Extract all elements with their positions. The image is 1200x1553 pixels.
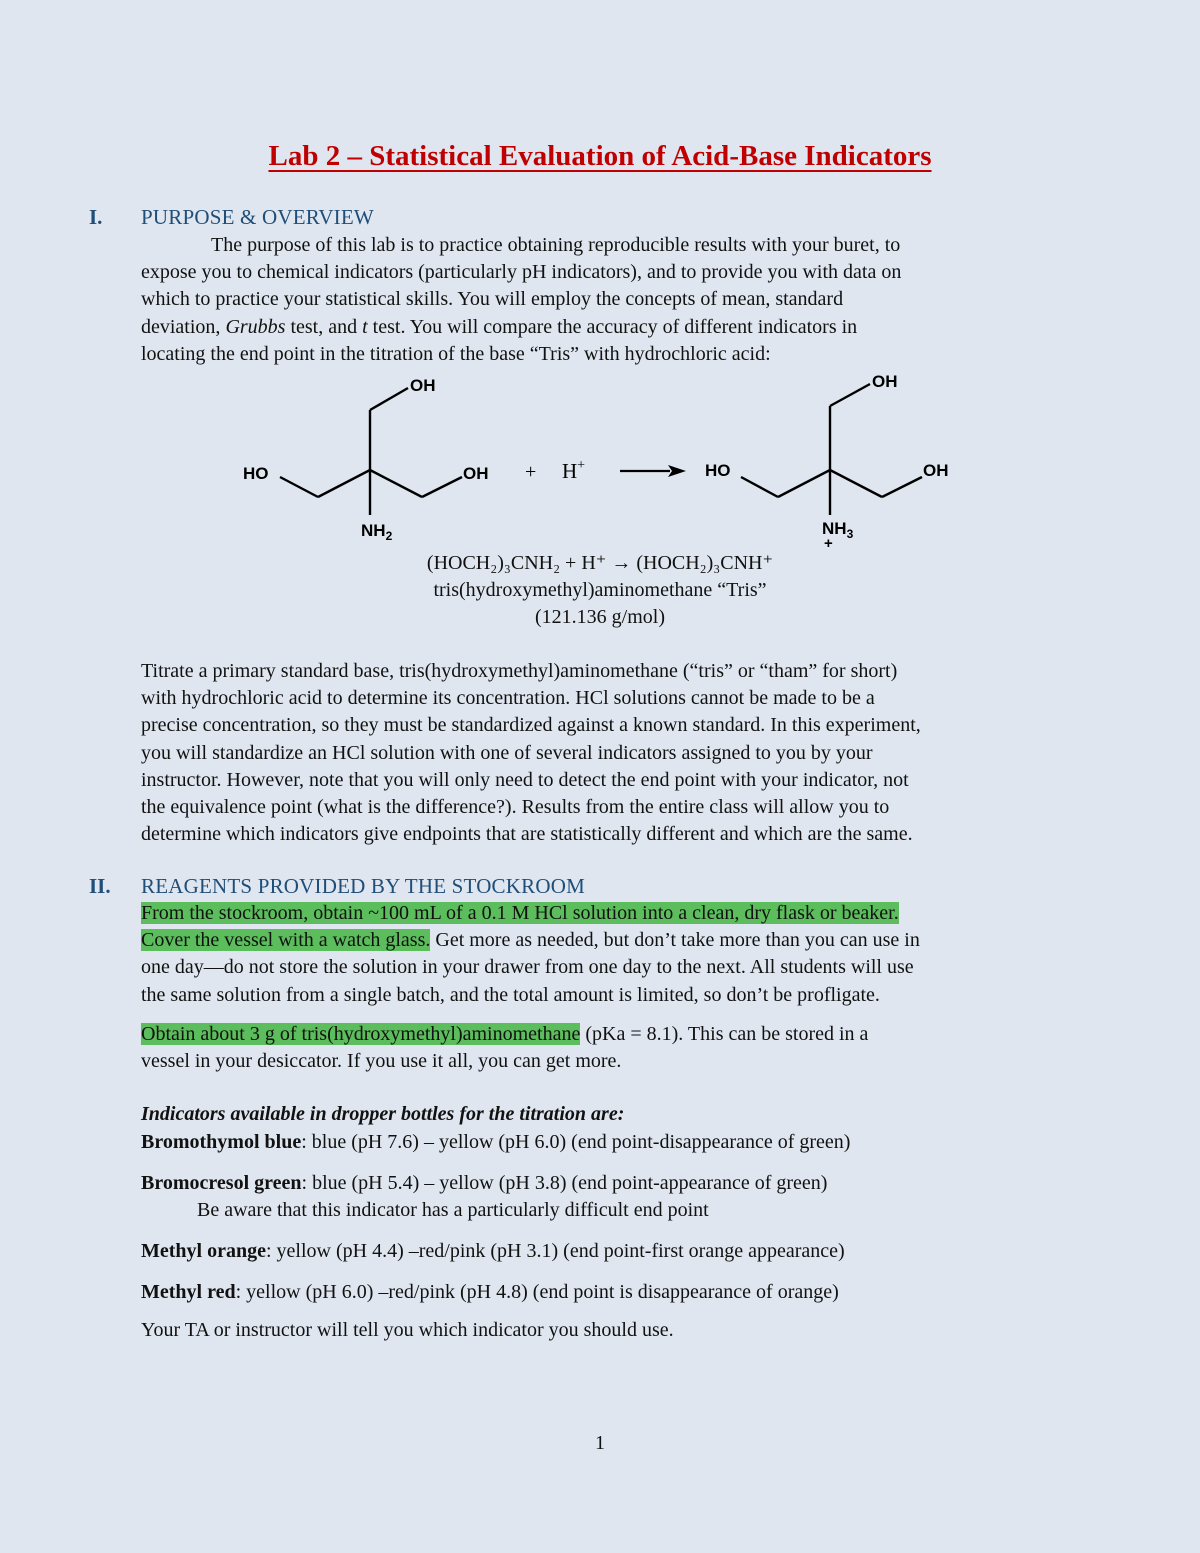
nh3-charge: + — [824, 535, 833, 550]
text-run: NH — [361, 521, 386, 540]
ho-label: HO — [243, 464, 269, 483]
paragraph-line — [141, 927, 1071, 954]
indicator-item — [141, 1240, 845, 1263]
text-run: test, and — [285, 315, 363, 338]
indicator-description: : blue (pH 7.6) – yellow (pH 6.0) (end point-disappearance of green) — [301, 1131, 851, 1153]
stockroom-paragraph — [141, 900, 1071, 1009]
paragraph-line: the equivalence point (what is the difference?). Results from the entire class will allow you to — [141, 796, 890, 819]
plus-sign: + — [525, 461, 537, 483]
bond — [741, 477, 778, 497]
section-1-heading: PURPOSE & OVERVIEW — [141, 205, 374, 229]
paragraph-line: the same solution from a single batch, and the total amount is limited, so don’t be profligate. — [141, 983, 880, 1006]
oh-label: OH — [463, 464, 489, 483]
document-title: Lab 2 – Statistical Evaluation of Acid-Base Indicators — [268, 140, 932, 172]
tris-paragraph — [141, 1021, 1071, 1075]
oh-label: OH — [923, 461, 949, 480]
bond — [778, 470, 830, 497]
text-run: H — [562, 459, 578, 483]
purpose-paragraph — [141, 232, 1071, 368]
section-2-heading: REAGENTS PROVIDED BY THE STOCKROOM — [141, 874, 585, 898]
molar-mass: (121.136 g/mol) — [535, 606, 665, 628]
bond — [370, 470, 422, 497]
indicator-description: : blue (pH 5.4) – yellow (pH 3.8) (end point-appearance of green) — [301, 1172, 828, 1194]
section-2-number: II. — [89, 874, 111, 898]
titration-paragraph — [141, 658, 1071, 848]
paragraph-line: instructor. However, note that you will only need to detect the end point with your indicator, not — [141, 768, 909, 791]
bond — [830, 384, 870, 406]
compound-name: tris(hydroxymethyl)aminomethane “Tris” — [433, 579, 767, 601]
indicator-name: Methyl orange — [141, 1240, 266, 1262]
indicator-item — [141, 1172, 827, 1195]
t-term: t — [362, 315, 368, 338]
tris-reaction-diagram — [0, 360, 1200, 550]
paragraph-line: Titrate a primary standard base, tris(hydroxymethyl)aminomethane (“tris” or “tham” for short) — [141, 660, 898, 682]
paragraph-line: which to practice your statistical skills. You will employ the concepts of mean, standard — [141, 288, 844, 311]
oh-label: OH — [410, 376, 436, 395]
indicator-description: : yellow (pH 6.0) –red/pink (pH 4.8) (end point is disappearance of orange) — [235, 1281, 839, 1303]
highlighted-text: Cover the vessel with a watch glass. — [141, 929, 431, 952]
oh-label: OH — [872, 372, 898, 391]
paragraph-line: precise concentration, so they must be standardized against a known standard. In this experiment, — [141, 714, 921, 737]
text-run: (pKa = 8.1). This can be stored in a — [580, 1023, 869, 1045]
tris-structure — [280, 388, 462, 515]
paragraph-line: you will standardize an HCl solution with one of several indicators assigned to you by your — [141, 741, 873, 764]
highlighted-text: From the stockroom, obtain ~100 mL of a 0.1 M HCl solution into a clean, dry flask or beaker. — [141, 902, 899, 924]
bond — [370, 388, 408, 410]
ho-label: HO — [705, 461, 731, 480]
text-run: deviation, — [141, 315, 226, 338]
indicator-name: Bromothymol blue — [141, 1131, 302, 1153]
subscript: 2 — [385, 529, 393, 543]
superscript: + — [577, 458, 586, 473]
indicators-heading: Indicators available in dropper bottles for the titration are: — [141, 1103, 625, 1125]
highlighted-text: Obtain about 3 g of tris(hydroxymethyl)aminomethane — [141, 1023, 581, 1045]
bond — [830, 470, 882, 497]
indicator-item — [141, 1281, 839, 1304]
paragraph-line: determine which indicators give endpoints that are statistically different and which are the same. — [141, 823, 913, 846]
nh2-label — [361, 521, 393, 543]
indicator-name: Bromocresol green — [141, 1172, 302, 1194]
indicator-footer: Your TA or instructor will tell you which indicator you should use. — [141, 1319, 674, 1341]
bond — [318, 470, 370, 497]
page-number: 1 — [595, 1432, 605, 1454]
paragraph-line — [141, 900, 1071, 927]
equation-line: (HOCH₂)₃CNH₂ + H⁺ → (HOCH₂)₃CNH⁺ — [426, 552, 774, 574]
subscript: 3 — [846, 527, 854, 541]
reaction-arrow — [620, 465, 686, 477]
text-run: test. You will compare the accuracy of different indicators in — [367, 315, 858, 338]
section-1-number: I. — [89, 205, 103, 229]
bond — [882, 477, 922, 497]
indicator-item — [141, 1131, 850, 1154]
reaction-equation — [0, 550, 1200, 631]
bond — [422, 477, 462, 497]
paragraph-line: with hydrochloric acid to determine its concentration. HCl solutions cannot be made to be a — [141, 687, 875, 710]
text-run: Get more as needed, but don’t take more than you can use in — [430, 929, 920, 952]
text-run: NH — [822, 519, 847, 538]
proton-label — [562, 458, 585, 483]
paragraph-line: expose you to chemical indicators (particularly pH indicators), and to provide you with data on — [141, 261, 902, 284]
indicator-description: : yellow (pH 4.4) –red/pink (pH 3.1) (end point-first orange appearance) — [265, 1240, 845, 1262]
paragraph-line: vessel in your desiccator. If you use it all, you can get more. — [141, 1050, 622, 1073]
paragraph-line — [141, 1021, 1071, 1048]
paragraph-line: locating the end point in the titration of the base “Tris” with hydrochloric acid: — [141, 342, 771, 365]
paragraph-line — [141, 314, 1071, 341]
grubbs-term: Grubbs — [225, 315, 286, 338]
indicator-note: Be aware that this indicator has a particularly difficult end point — [197, 1199, 709, 1221]
bond — [280, 477, 318, 497]
indicator-name: Methyl red — [141, 1281, 236, 1303]
protonated-tris-structure — [741, 384, 922, 515]
paragraph-line: The purpose of this lab is to practice obtaining reproducible results with your buret, to — [211, 234, 901, 256]
paragraph-line: one day—do not store the solution in your drawer from one day to the next. All students will use — [141, 956, 914, 979]
